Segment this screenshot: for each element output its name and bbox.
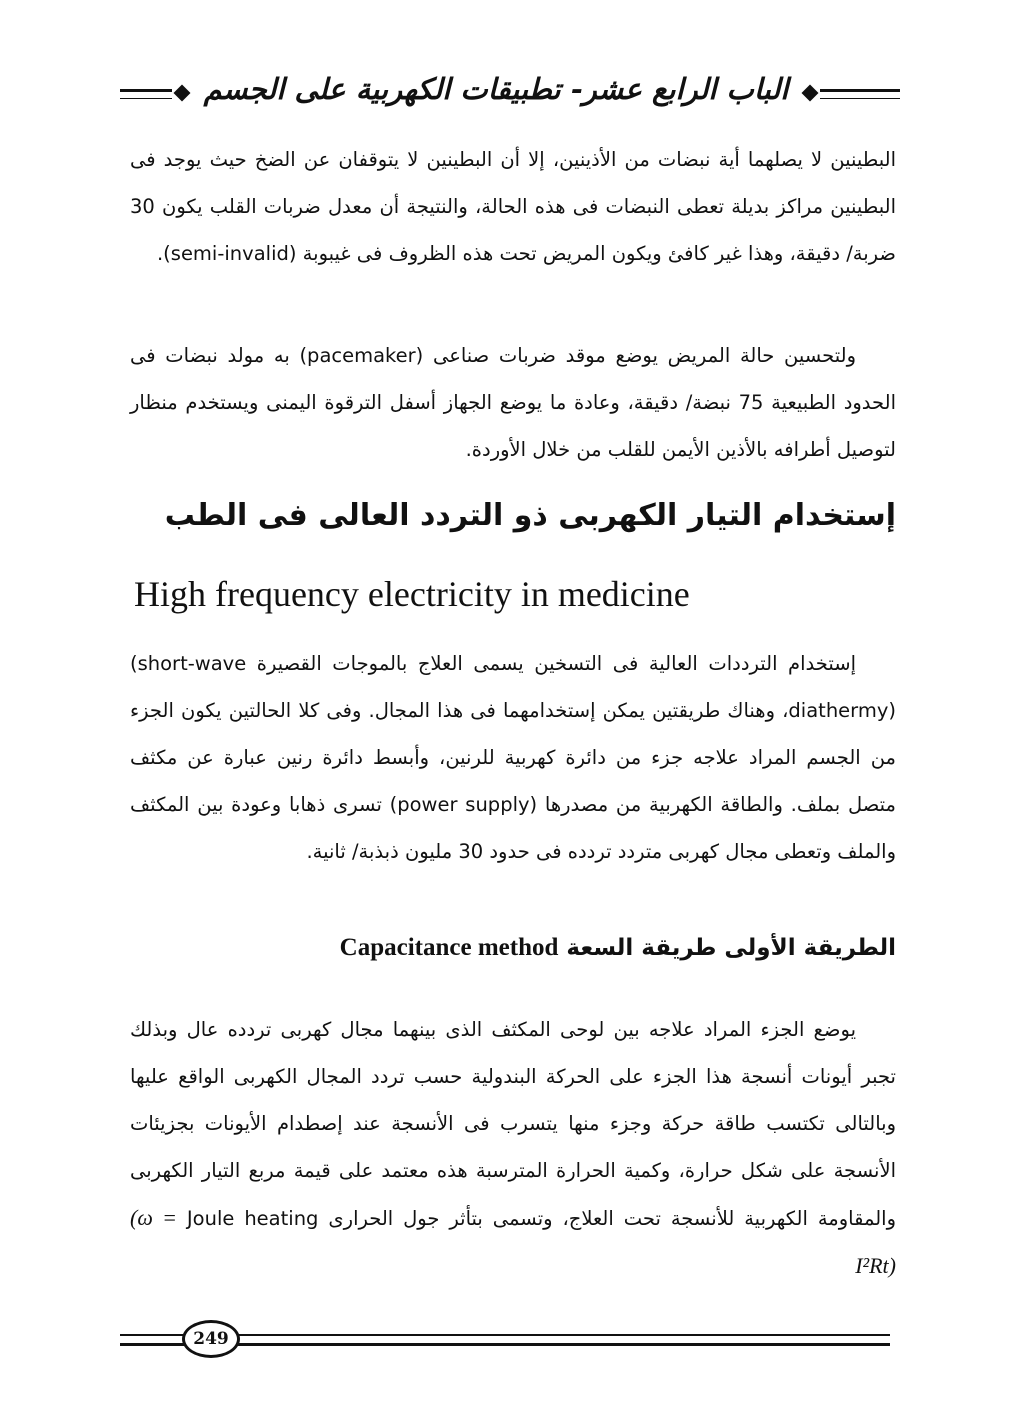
header-diamond-right-icon — [802, 85, 819, 102]
subheading-english: Capacitance method — [339, 934, 559, 961]
paragraph-3 — [130, 640, 896, 875]
term-joule-heating: Joule heating — [186, 1207, 319, 1230]
running-header — [120, 70, 900, 118]
page-number: 249 — [182, 1320, 240, 1358]
paragraph-2-text-a: ولتحسين حالة المريض يوضع موقد ضربات صناعى — [423, 344, 857, 367]
paragraph-3-text-c: تسرى ذهابا وعودة بين المكثف والملف وتعطى مجال كهربى متردد تردده فى حدود 30 مليون ذبذبة/ ثانية. — [130, 793, 896, 863]
paragraph-2-text-b: به مولد نبضات فى الحدود الطبيعية 75 نبضة/ دقيقة، وعادة ما يوضع الجهاز أسفل الترقوة اليمنى ويستخدم منظار لتوصيل أطرافه بالأذين الأيمن للقلب من خلال الأوردة. — [130, 344, 896, 461]
footer-right-rule — [238, 1334, 890, 1346]
paragraph-2 — [130, 332, 896, 473]
paragraph-1 — [130, 136, 896, 277]
paragraph-3-text-a: إستخدام الترددات العالية فى التسخين يسمى العلاج بالموجات القصيرة — [246, 652, 856, 675]
term-short-wave-diathermy: (short-wave diathermy) — [130, 652, 896, 722]
header-right-rule — [820, 89, 900, 99]
paragraph-1-text: البطينين لا يصلهما أية نبضات من الأذينين، إلا أن البطينين لا يتوقفان عن الضخ حيث يوجد فى البطينين مراكز بديلة تعطى النبضات فى هذه الحالة، والنتيجة أن معدل ضربات القلب يكون 30 ضربة/ دقيقة، وهذا غير كافئ ويكون المريض تحت هذه الظروف فى غيبوبة — [130, 148, 896, 265]
subheading-capacitance-method — [226, 934, 896, 962]
section-heading-arabic: إستخدام التيار الكهربى ذو التردد العالى فى الطب — [164, 498, 896, 533]
term-pacemaker: (pacemaker) — [299, 344, 424, 367]
subheading-arabic: الطريقة الأولى طريقة السعة — [566, 935, 896, 961]
page-footer — [120, 1318, 890, 1366]
paragraph-1-end: . — [156, 242, 164, 265]
paragraph-4-text: يوضع الجزء المراد علاجه بين لوحى المكثف الذى بينهما مجال كهربى تردده عال وبذلك تجبر أيونات أنسجة هذا الجزء على الحركة البندولية حسب تردد المجال الكهربى الواقع عليها وبالتالى تكتسب طاقة حركة وجزء منها يتسرب فى الأنسجة عند إصطدام الأيونات بجزيئات الأنسجة على شكل حرارة، وكمية الحرارة المترسبة هذه معتمد على قيمة مربع التيار الكهربى والمقاومة الكهربية للأنسجة تحت العلاج، وتسمى بتأثر جول الحرارى — [130, 1018, 896, 1230]
term-power-supply: (power supply) — [389, 793, 538, 816]
paragraph-4 — [130, 1006, 896, 1290]
term-semi-invalid: (semi-invalid) — [163, 242, 297, 265]
section-heading-english: High frequency electricity in medicine — [134, 574, 690, 614]
footer-left-rule — [120, 1334, 185, 1346]
joule-formula: (ω = I²Rt) — [130, 1205, 896, 1278]
running-title: الباب الرابع عشر- تطبيقات الكهربية على الجسم — [203, 72, 789, 106]
header-left-rule — [120, 89, 172, 99]
paragraph-3-text-b: ، وهناك طريقتين يمكن إستخدامهما فى هذا المجال. وفى كلا الحالتين يكون الجزء من الجسم المراد علاجه جزء من دائرة كهربية للرنين، وأبسط دائرة رنين عبارة عن مكثف متصل بملف. والطاقة الكهربية من مصدرها — [130, 699, 896, 816]
header-diamond-left-icon — [174, 85, 191, 102]
